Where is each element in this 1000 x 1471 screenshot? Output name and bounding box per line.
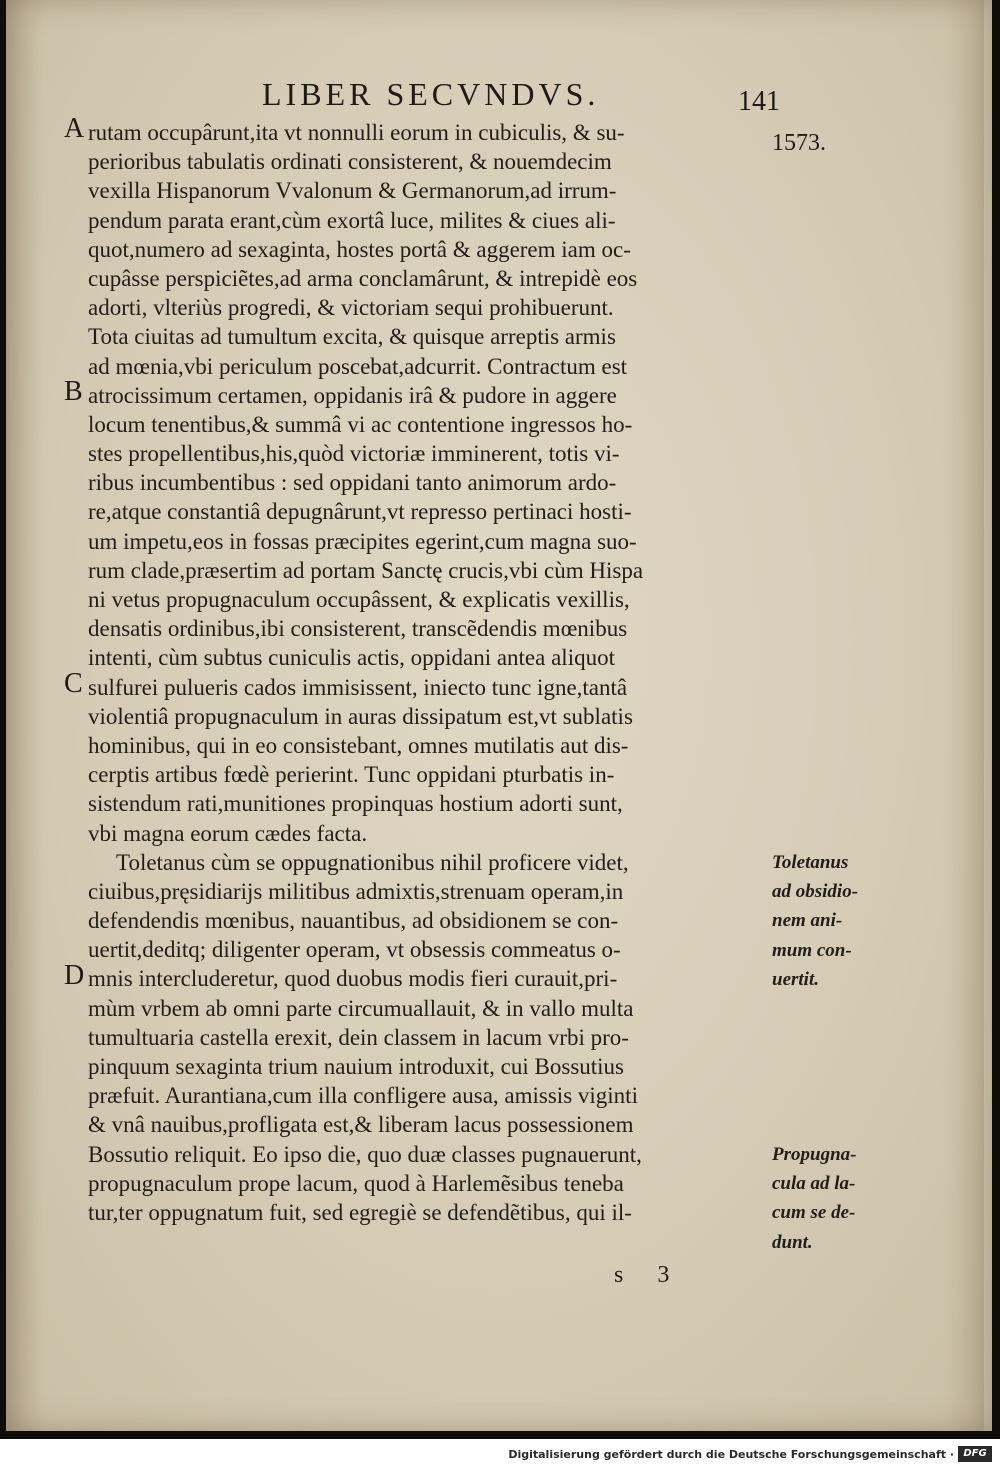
text-line: ciuibus,pręsidiarijs militibus admixtis,strenuam operam,in: [88, 878, 624, 904]
text-line: stes propellentibus,his,quòd victoriæ imminerent, totis vi-: [88, 441, 620, 467]
margin-note-line: uertit.: [772, 968, 819, 990]
text-line: præfuit. Aurantiana,cum illa confligere ausa, amissis viginti: [88, 1083, 638, 1109]
text-line: locum tenentibus,& summâ vi ac contentione ingressos ho-: [88, 411, 633, 437]
text-line: vbi magna eorum cædes facta.: [88, 820, 368, 846]
text-line: um impetu,eos in fossas præcipites egerint,cum magna suo-: [88, 528, 637, 554]
text-line: pendum parata erant,cùm exortâ luce, milites & ciues ali-: [88, 207, 616, 233]
margin-note-line: ad obsidio-: [772, 881, 859, 903]
text-line: ad mœnia,vbi periculum poscebat,adcurrit. Contractum est: [88, 353, 628, 379]
text-line: Tota ciuitas ad tumultum excita, & quisque arreptis armis: [88, 324, 616, 350]
folio-number: 141: [738, 86, 780, 117]
text-line: violentiâ propugnaculum in auras dissipatum est,vt sublatis: [88, 703, 633, 729]
funding-note: Digitalisierung gefördert durch die Deutsche Forschungsgemeinschaft ·: [508, 1448, 954, 1461]
margin-note-line: cula ad la-: [772, 1173, 856, 1195]
margin-note-line: nem ani-: [772, 910, 843, 932]
text-line: tur,ter oppugnatum fuit, sed egregiè se defendẽtibus, qui il-: [88, 1199, 632, 1225]
signature-mark: s 3: [614, 1262, 684, 1288]
text-line: ni vetus propugnaculum occupâssent, & explicatis vexillis,: [88, 587, 630, 612]
text-line: re,atque constantiâ depugnârunt,vt represso pertinaci hosti-: [88, 499, 632, 525]
margin-note-line: cum se de-: [772, 1202, 856, 1224]
running-head: LIBER SECVNDVS.: [262, 76, 600, 112]
text-line: adorti, vlteriùs progredi, & victoriam sequi prohibuerunt.: [88, 295, 614, 321]
text-line: hominibus, qui in eo consistebant, omnes mutilatis aut dis-: [88, 732, 629, 758]
margin-note-line: mum con-: [772, 939, 852, 961]
text-line: atrocissimum certamen, oppidanis irâ & pudore in aggere: [88, 382, 617, 408]
section-letter-c: C: [64, 668, 83, 699]
section-letter-d: D: [64, 960, 85, 991]
text-line: cupâsse perspiciẽtes,ad arma conclamârunt, & intrepidè eos: [88, 265, 638, 291]
dfg-logo-icon: DFG: [958, 1446, 992, 1462]
margin-year: 1573.: [772, 130, 826, 156]
text-line: mùm vrbem ab omni parte circumuallauit, & in vallo multa: [88, 995, 634, 1021]
text-line: defendendis mœnibus, nauantibus, ad obsidionem se con-: [88, 908, 619, 934]
section-letter-a: A: [64, 113, 85, 144]
footer-bar: [0, 1439, 1000, 1471]
text-line: intenti, cùm subtus cuniculis actis, oppidani antea aliquot: [88, 645, 615, 671]
text-line: ribus incumbentibus : sed oppidani tanto animorum ardo-: [88, 470, 617, 496]
text-line: & vnâ nauibus,profligata est,& liberam lacus possessionem: [88, 1112, 634, 1138]
text-line: perioribus tabulatis ordinati consisterent, & nouemdecim: [88, 149, 612, 175]
margin-note-propugnacula: [772, 1140, 856, 1257]
text-line: Toletanus cùm se oppugnationibus nihil proficere videt,: [116, 849, 629, 875]
margin-note-toletanus: [772, 848, 858, 994]
text-line: mnis intercluderetur, quod duobus modis fieri curauit,pri-: [88, 966, 618, 992]
text-line: cerptis artibus fœdè perierint. Tunc oppidani pturbatis in-: [88, 762, 615, 788]
text-line: rutam occupârunt,ita vt nonnulli eorum in cubiculis, & su-: [88, 120, 625, 145]
margin-note-line: dunt.: [772, 1231, 813, 1253]
text-line: vexilla Hispanorum Vvalonum & Germanorum,ad irrum-: [88, 178, 617, 204]
page-edge-stain: [944, 0, 984, 1431]
body-text: [88, 118, 788, 1227]
margin-note-line: Toletanus: [772, 852, 849, 873]
text-line: sistendum rati,munitiones propinquas hostium adorti sunt,: [88, 791, 623, 817]
text-line: Bossutio reliquit. Eo ipso die, quo duæ classes pugnauerunt,: [88, 1141, 642, 1167]
text-line: tumultuaria castella erexit, dein classem in lacum vrbi pro-: [88, 1024, 629, 1050]
text-line: pinquum sexaginta trium nauium introduxit, cui Bossutius: [88, 1054, 624, 1079]
text-line: uertit,deditq; diligenter operam, vt obsessis commeatus o-: [88, 937, 621, 963]
margin-note-line: Propugna-: [772, 1144, 857, 1165]
text-line: sulfurei pulueris cados immisissent, iniecto tunc igne,tantâ: [88, 674, 628, 700]
text-line: propugnaculum prope lacum, quod à Harlemẽsibus teneba: [88, 1170, 624, 1196]
text-line: rum clade,præsertim ad portam Sanctę crucis,vbi cùm Hispa: [88, 557, 644, 583]
text-line: densatis ordinibus,ibi consisterent, transcẽdendis mœnibus: [88, 616, 628, 642]
text-line: quot,numero ad sexaginta, hostes portâ & aggerem iam oc-: [88, 236, 631, 262]
section-letter-b: B: [64, 376, 83, 407]
